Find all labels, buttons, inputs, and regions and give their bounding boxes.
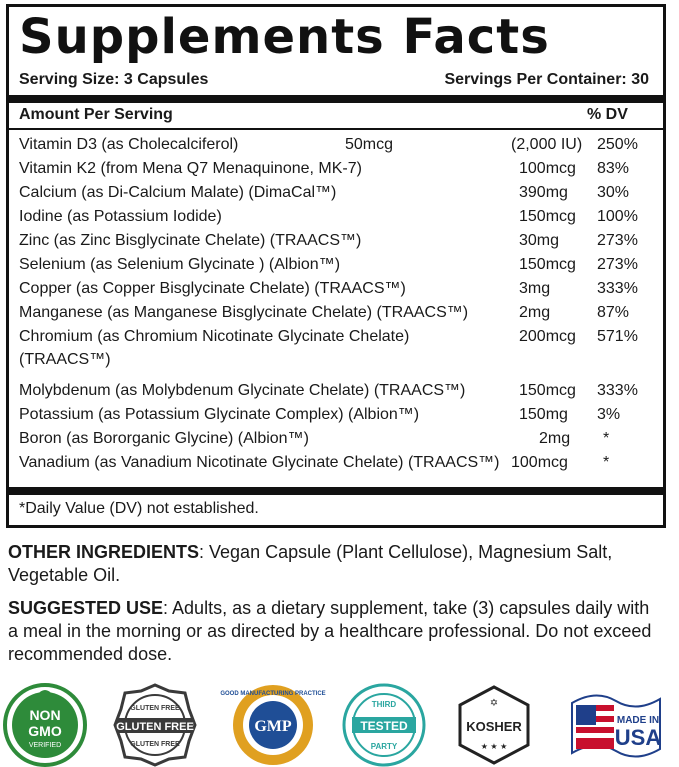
nutrient-dv: 333% [597,382,638,399]
nutrient-dv: 3% [597,406,621,423]
nutrient-dv: 83% [597,160,630,177]
nutrient-name: Copper (as Copper Bisglycinate Chelate) (TRAACS™) [19,280,406,297]
non-gmo-badge-icon [3,683,87,767]
nutrient-dv: 273% [597,232,638,249]
nutrient-dv: 30% [597,184,630,201]
kosher-badge-icon [452,683,536,767]
nutrient-dv: * [603,430,610,447]
servings-per-container: Servings Per Container: 30 [444,71,649,88]
supplement-facts-panel [6,4,666,528]
nutrient-name: Iodine (as Potassium Iodide) [19,208,222,225]
nutrient-name: Selenium (as Selenium Glycinate ) (Albion™) [19,256,341,273]
nutrient-amount: 150mg [519,406,568,423]
suggested-use-label: SUGGESTED USE [8,598,164,618]
other-ingredients-label: OTHER INGREDIENTS [8,542,200,562]
nutrient-name: Zinc (as Zinc Bisglycinate Chelate) (TRAACS™) [19,232,362,249]
nutrient-name: Potassium (as Potassium Glycinate Complex) (Albion™) [19,406,420,423]
third-party-top: THIRD [371,700,397,709]
nutrient-amount: (2,000 IU) [511,136,583,153]
nutrient-name-continued: (TRAACS™) [19,351,111,368]
svg-text:✡: ✡ [489,698,499,709]
third-party-tested-badge-icon [342,683,426,767]
divider-bottom [9,487,663,495]
gmp-ring-text: GOOD MANUFACTURING PRACTICE [220,691,326,697]
non-gmo-line3: VERIFIED [28,742,62,749]
gmp-center: GMP [254,718,292,735]
nutrient-amount: 100mcg [519,160,576,177]
nutrient-dv: * [603,454,610,471]
divider-thick [9,95,663,103]
amount-per-serving-header: Amount Per Serving [19,106,173,123]
gmp-badge-icon [220,683,326,767]
footnote: *Daily Value (DV) not established. [19,500,259,517]
nutrient-amount: 150mcg [519,256,576,273]
made-in-usa-badge-icon [566,683,666,767]
nutrient-name: Boron (as Bororganic Glycine) (Albion™) [19,430,309,447]
nutrient-name: Vitamin K2 (from Mena Q7 Menaquinone, MK-7) [19,160,362,177]
nutrient-dv: 250% [597,136,638,153]
nutrient-amount-mcg: 50mcg [345,136,394,153]
nutrient-name: Vanadium (as Vanadium Nicotinate Glycinate Chelate) (TRAACS™) [19,454,500,471]
nutrient-amount: 390mg [519,184,568,201]
gluten-free-badge-icon [113,683,197,767]
nutrient-amount: 3mg [519,280,551,297]
suggested-use-text: : Adults, as a dietary supplement, take (3) capsules daily with a meal in the morning or as directed by a healthcare professional. Do not exceed recommended dose. [8,598,652,664]
nutrient-dv: 273% [597,256,638,273]
serving-size: Serving Size: 3 Capsules [19,71,209,88]
nutrient-amount: 100mcg [511,454,568,471]
nutrient-name: Calcium (as Di-Calcium Malate) (DimaCal™) [19,184,337,201]
other-ingredients [8,541,658,587]
non-gmo-line1: NON [29,707,61,723]
gluten-free-bottom: GLUTEN FREE [130,741,180,748]
nutrient-dv: 571% [597,328,638,345]
third-party-center: TESTED [360,719,408,733]
non-gmo-line2: GMO [28,723,62,739]
nutrient-dv: 333% [597,280,638,297]
nutrient-dv: 87% [597,304,630,321]
nutrient-name: Chromium (as Chromium Nicotinate Glycinate Chelate) [19,328,410,345]
svg-text:★ ★ ★: ★ ★ ★ [480,742,508,751]
nutrient-amount: 30mg [519,232,560,249]
gluten-free-top: GLUTEN FREE [130,705,180,712]
nutrient-amount: 150mcg [519,382,576,399]
panel-title: Supplements Facts [19,9,550,65]
divider-thin [9,128,663,130]
nutrient-name: Vitamin D3 (as Cholecalciferol) [19,136,239,153]
gluten-free-middle: GLUTEN FREE [116,721,194,733]
suggested-use [8,597,658,666]
nutrient-dv: 100% [597,208,638,225]
nutrient-amount: 2mg [539,430,571,447]
other-ingredients-text: : Vegan Capsule (Plant Cellulose), Magnesium Salt, Vegetable Oil. [8,542,613,585]
dv-header: % DV [587,106,628,123]
nutrient-name: Manganese (as Manganese Bisglycinate Chelate) (TRAACS™) [19,304,469,321]
kosher-text: KOSHER [466,719,522,734]
nutrient-amount: 2mg [519,304,551,321]
nutrient-name: Molybdenum (as Molybdenum Glycinate Chelate) (TRAACS™) [19,382,466,399]
nutrient-amount: 200mcg [519,328,576,345]
usa-line2: USA [614,725,662,750]
usa-line1: MADE IN [616,715,660,726]
nutrient-amount: 150mcg [519,208,576,225]
third-party-bottom: PARTY [370,742,398,751]
